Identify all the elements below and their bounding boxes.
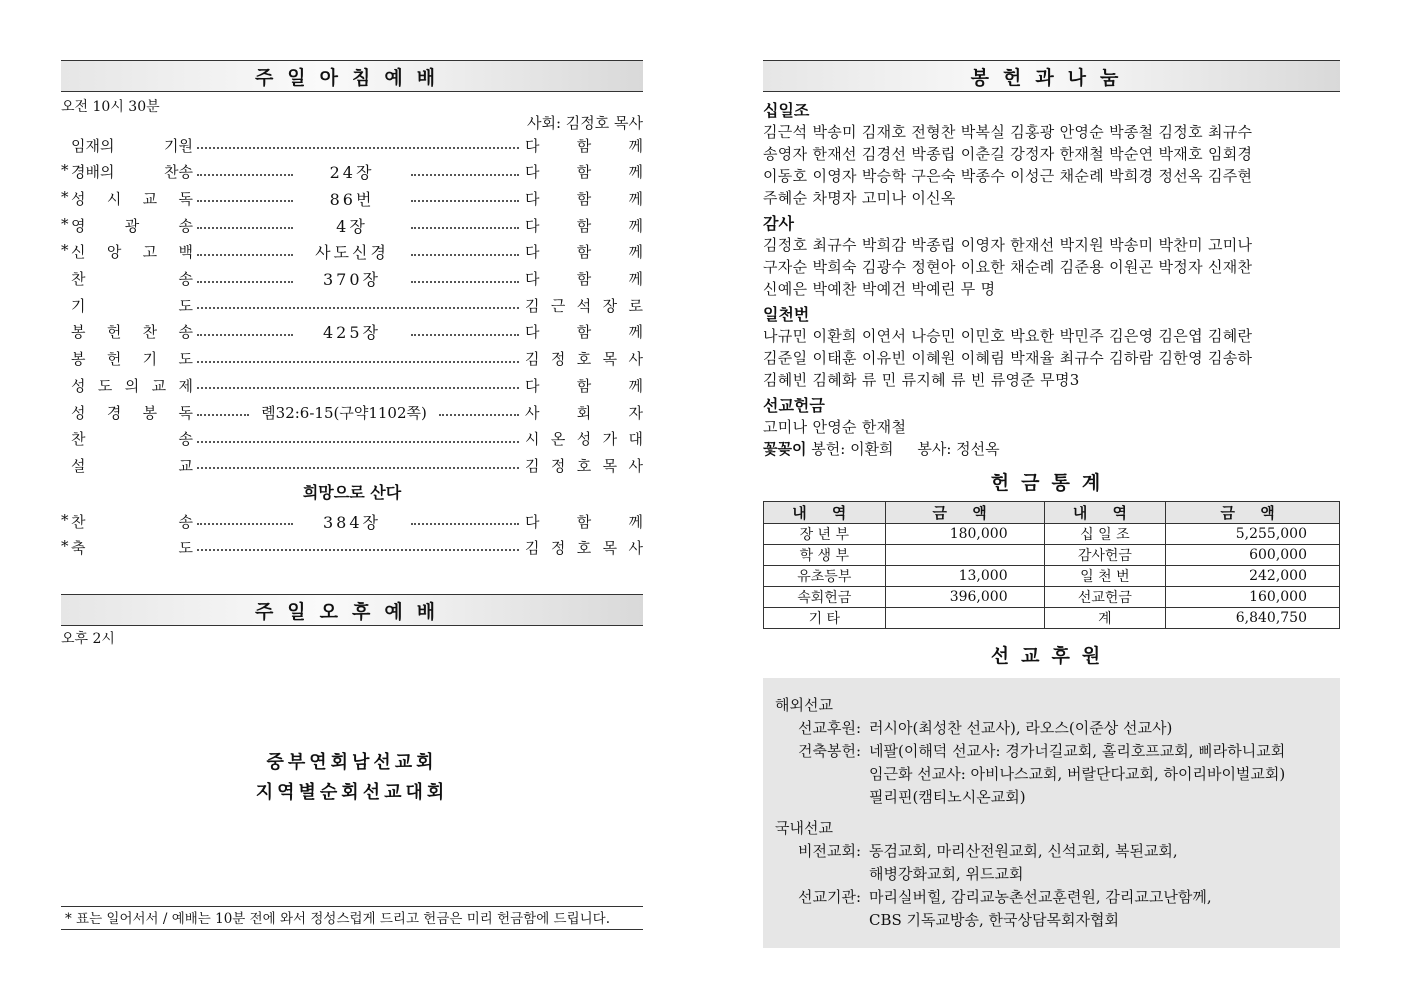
item-person: 김 정 호 목 사	[525, 538, 643, 557]
item-person: 다 함 께	[525, 512, 643, 531]
offering-title: 봉헌과나눔	[763, 60, 1340, 92]
stats-amount	[885, 608, 1044, 629]
item-name: 설 교	[71, 456, 193, 475]
footnote: * 표는 일어서서 / 예배는 10분 전에 와서 정성스럽게 드리고 헌금은 미리 헌금함에 드립니다.	[61, 906, 643, 930]
stats-category: 유초등부	[764, 566, 886, 587]
item-person: 다 함 께	[525, 376, 643, 395]
stats-amount: 242,000	[1166, 566, 1340, 587]
stats-category: 기 타	[764, 608, 886, 629]
service-item	[61, 159, 643, 185]
afternoon-title: 주일오후예배	[61, 594, 643, 626]
service-item	[61, 239, 643, 265]
mission-entry-text: CBS 기독교방송, 한국상담목회자협회	[869, 911, 1119, 929]
service-item	[61, 346, 643, 372]
service-item	[61, 372, 643, 398]
mission-entry-text: 네팔(이해덕 선교사: 경가너길교회, 홀리호프교회, 삐라하니교회	[869, 742, 1286, 760]
item-name: 영 광 송	[71, 216, 193, 235]
item-person: 다 함 께	[525, 189, 643, 208]
stats-title: 헌금통계	[990, 472, 1113, 494]
event-line-2: 지역별순회선교대회	[255, 782, 449, 803]
stand-marker	[61, 455, 69, 476]
item-detail: 4장	[336, 216, 368, 236]
item-detail: 425장	[323, 323, 381, 343]
stats-category: 감사헌금	[1044, 545, 1166, 566]
mission-section-label: 해외선교	[775, 696, 833, 714]
stand-marker	[61, 135, 69, 156]
mission-entry-label: 선교기관:	[797, 888, 861, 906]
stats-row	[764, 608, 1340, 629]
afternoon-time: 오후 2시	[61, 631, 115, 647]
offering-groups	[763, 98, 1340, 438]
stand-marker	[61, 321, 69, 342]
item-person: 사 회 자	[525, 403, 643, 422]
stand-marker: *	[61, 214, 69, 233]
item-name: 찬 송	[71, 430, 193, 449]
item-person: 다 함 께	[525, 216, 643, 235]
item-name: 경배의 찬송	[71, 163, 193, 182]
item-detail: 24장	[329, 163, 375, 183]
sermon-title: 희망으로 산다	[302, 483, 402, 502]
service-item	[61, 185, 643, 211]
mission-entry-label: 비전교회:	[797, 842, 861, 860]
item-person: 다 함 께	[525, 270, 643, 288]
mission-entry-text: 해병강화교회, 위드교회	[869, 865, 1024, 883]
offering-names: 김정호 최규수 박희감 박종립 이영자 한재선 박지원 박송미 박찬미 고미나 구자순 박희숙 김광수 정현아 이요한 채순례 김준용 이원곤 박정자 신재찬 신예은 박예찬 박예건 박예린 무 명	[763, 236, 1253, 298]
item-person: 시 온 성 가 대	[525, 430, 643, 449]
mission-entry-text: 러시아(최성찬 선교사), 라오스(이준상 선교사)	[869, 719, 1173, 737]
stand-marker: *	[61, 161, 69, 180]
stand-marker: *	[61, 241, 69, 260]
item-name: 임재의 기원	[71, 136, 193, 155]
stats-header: 금 액	[1166, 502, 1340, 524]
item-detail: 370장	[323, 270, 381, 289]
stand-marker	[61, 375, 69, 396]
service-item	[61, 399, 643, 425]
stats-row	[764, 524, 1340, 545]
mission-entry-label: 건축봉헌:	[797, 742, 861, 760]
stats-row	[764, 566, 1340, 587]
item-name: 성 도 의 교 제	[71, 376, 193, 395]
service-item	[61, 319, 643, 345]
stand-marker: *	[61, 187, 69, 206]
offering-group-label: 감사	[763, 214, 794, 233]
stats-category: 속회헌금	[764, 587, 886, 608]
morning-title: 주일아침예배	[61, 60, 643, 92]
morning-time: 오전 10시 30분	[61, 99, 160, 115]
mission-entry-text: 임근화 선교사: 아비나스교회, 버랄단다교회, 하이리바이벌교회)	[869, 765, 1286, 783]
stand-marker: *	[61, 510, 69, 529]
stats-category: 계	[1044, 608, 1166, 629]
morning-leader: 사회: 김정호 목사	[526, 114, 643, 132]
item-person: 다 함 께	[525, 136, 643, 155]
stand-marker	[61, 295, 69, 316]
item-name: 기 도	[71, 296, 193, 315]
item-person: 다 함 께	[525, 243, 643, 262]
stand-marker	[61, 428, 69, 449]
item-person: 김 정 호 목 사	[525, 350, 643, 369]
item-detail: 86번	[329, 189, 375, 209]
stand-marker	[61, 402, 69, 423]
item-detail: 롐32:6-15(구약1102쪽)	[261, 403, 427, 422]
service-item	[61, 266, 643, 292]
stats-amount: 6,840,750	[1166, 608, 1340, 629]
order-of-service	[61, 132, 643, 557]
item-person: 김 근 석 장 로	[525, 296, 643, 315]
mission-box	[763, 678, 1340, 948]
mission-entry-text: 마리실버힐, 감리교농촌선교훈련원, 감리교고난함께,	[869, 888, 1212, 906]
mission-title: 선교후원	[990, 645, 1113, 667]
afternoon-section	[61, 594, 643, 808]
stats-amount: 5,255,000	[1166, 524, 1340, 545]
service-item	[61, 292, 643, 318]
right-column	[763, 60, 1340, 948]
flower-text: 봉헌: 이환희 봉사: 정선옥	[811, 440, 1000, 458]
offering-group-label: 십일조	[763, 101, 810, 120]
item-name: 성 경 봉 독	[71, 403, 193, 422]
stats-category: 일 천 번	[1044, 566, 1166, 587]
stand-marker: *	[61, 536, 69, 555]
stats-amount: 396,000	[885, 587, 1044, 608]
mission-entry-text: 필리핀(캠티노시온교회)	[869, 788, 1026, 806]
item-person: 다 함 께	[525, 163, 643, 182]
stats-amount: 600,000	[1166, 545, 1340, 566]
stats-amount	[885, 545, 1044, 566]
service-item	[61, 132, 643, 158]
service-item	[61, 534, 643, 560]
stand-marker	[61, 348, 69, 369]
mission-entry	[775, 717, 1328, 740]
offering-names: 고미나 안영순 한재철	[763, 418, 907, 436]
offering-group-label: 선교헌금	[763, 396, 825, 415]
stats-category: 장 년 부	[764, 524, 886, 545]
event-line-1: 중부연회남선교회	[266, 752, 438, 773]
item-person: 다 함 께	[525, 323, 643, 342]
item-name: 찬 송	[71, 270, 193, 288]
offering-names: 나규민 이환희 이연서 나승민 이민호 박요한 박민주 김은영 김은엽 김혜란 김준일 이태훈 이유빈 이혜원 이혜림 박재율 최규수 김하람 김한영 김송하 김혜빈 김혜화 류 민 류지혜 류 빈 류영준 무명3	[763, 327, 1253, 389]
stats-category: 십 일 조	[1044, 524, 1166, 545]
offering-names: 김근석 박송미 김재호 전형찬 박복실 김홍광 안영순 박종철 김정호 최규수 송영자 한재선 김경선 박종립 이춘길 강정자 한재철 박순연 박재호 임회경 이동호 이영자 박승학 구은숙 박종수 이성근 채순례 박희경 정선옥 김주현 주혜순 차명자 고미나 이신옥	[763, 123, 1253, 207]
mission-section-label: 국내선교	[775, 819, 833, 837]
flower-line	[763, 438, 1340, 460]
stats-amount: 160,000	[1166, 587, 1340, 608]
item-detail: 384장	[323, 512, 381, 532]
stats-header: 내 역	[764, 502, 886, 524]
offering-group-label: 일천번	[763, 305, 810, 324]
stats-header: 금 액	[885, 502, 1044, 524]
service-item	[61, 452, 643, 478]
stats-category: 학 생 부	[764, 545, 886, 566]
stats-row	[764, 587, 1340, 608]
mission-entry	[775, 740, 1328, 809]
stand-marker	[61, 268, 69, 289]
service-item	[61, 508, 643, 534]
left-column	[61, 60, 643, 557]
mission-entry-label: 선교후원:	[797, 719, 861, 737]
stats-category: 선교헌금	[1044, 587, 1166, 608]
item-name: 봉 헌 기 도	[71, 350, 193, 369]
flower-label: 꽃꽂이	[763, 440, 807, 458]
stats-header: 내 역	[1044, 502, 1166, 524]
service-item	[61, 426, 643, 452]
item-name: 찬 송	[71, 512, 193, 531]
item-name: 축 도	[71, 538, 193, 557]
item-name: 성 시 교 독	[71, 189, 193, 208]
item-name: 봉 헌 찬 송	[71, 323, 193, 342]
service-item	[61, 212, 643, 238]
item-person: 김 정 호 목 사	[525, 456, 643, 475]
stats-row	[764, 545, 1340, 566]
mission-entry-text: 동검교회, 마리산전원교회, 신석교회, 복된교회,	[869, 842, 1178, 860]
item-name: 신 앙 고 백	[71, 243, 193, 262]
mission-entry	[775, 886, 1328, 932]
stats-amount: 180,000	[885, 524, 1044, 545]
item-detail: 사도신경	[315, 243, 389, 263]
mission-entry	[775, 840, 1328, 886]
stats-amount: 13,000	[885, 566, 1044, 587]
stats-table	[763, 501, 1340, 629]
